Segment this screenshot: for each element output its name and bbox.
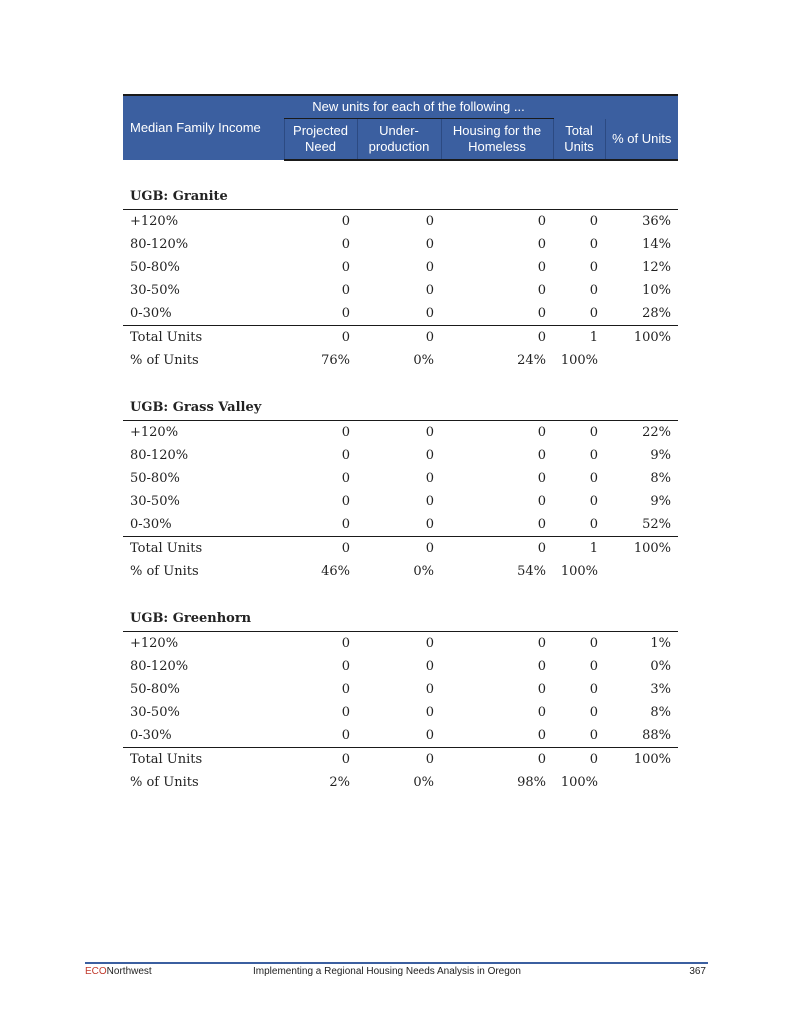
income-row (123, 233, 678, 256)
row-label: +120% (130, 425, 179, 440)
cell-pct: 8% (650, 471, 671, 486)
row-label: 0-30% (123, 513, 284, 537)
cell-projected: 0 (341, 705, 350, 720)
cell-pct: 100% (633, 330, 671, 345)
cell-under: 0 (357, 513, 441, 537)
section-spacer (123, 160, 678, 185)
pct-units-row (123, 560, 678, 583)
cell-pct: 0% (650, 659, 671, 674)
cell-projected: 0 (284, 724, 357, 748)
cell-total: 0 (589, 705, 598, 720)
cell-projected: 0 (341, 752, 350, 767)
row-label: Total Units (130, 752, 203, 767)
spacer-cell (123, 160, 678, 185)
projected-need-header: Projected Need (284, 119, 357, 161)
pct-units-header: % of Units (605, 119, 678, 161)
cell-total: 0 (553, 724, 605, 748)
income-row (123, 279, 678, 302)
cell-homeless: 0 (537, 330, 546, 345)
row-label: % of Units (130, 353, 199, 368)
income-row (123, 724, 678, 748)
cell-total: 100% (560, 353, 598, 368)
cell-projected: 0 (341, 330, 350, 345)
income-row (123, 655, 678, 678)
section-title-row (123, 607, 678, 632)
cell-under: 0 (425, 283, 434, 298)
income-row (123, 678, 678, 701)
row-label: 80-120% (130, 659, 189, 674)
cell-total: 0 (589, 682, 598, 697)
cell-total: 1 (589, 541, 598, 556)
row-label: 50-80% (130, 682, 180, 697)
cell-projected: 0 (341, 682, 350, 697)
cell-homeless: 0 (537, 283, 546, 298)
cell-under: 0 (425, 659, 434, 674)
header-spacer (553, 95, 605, 119)
cell-homeless: 24% (517, 353, 546, 368)
page-number: 367 (689, 966, 706, 977)
cell-homeless: 0 (537, 659, 546, 674)
total-units-row (123, 537, 678, 561)
row-label: +120% (130, 636, 179, 651)
cell-under: 0 (425, 237, 434, 252)
spacer-cell (123, 372, 678, 396)
cell-homeless: 0 (537, 682, 546, 697)
cell-total: 0 (589, 260, 598, 275)
row-label: 80-120% (130, 448, 189, 463)
cell-under: 0 (425, 471, 434, 486)
cell-under: 0 (425, 752, 434, 767)
row-label: 30-50% (130, 705, 180, 720)
cell-under: 0% (413, 564, 434, 579)
section-title-row (123, 185, 678, 210)
row-label: 50-80% (130, 260, 180, 275)
row-label: 30-50% (130, 283, 180, 298)
cell-homeless: 0 (537, 471, 546, 486)
housing-needs-table (123, 94, 678, 794)
cell-pct: 88% (605, 724, 678, 748)
median-family-income-header: Median Family Income (123, 95, 284, 160)
income-row (123, 256, 678, 279)
cell-projected: 46% (321, 564, 350, 579)
new-units-group-header: New units for each of the following ... (284, 95, 553, 119)
cell-under: 0 (425, 636, 434, 651)
cell-under: 0% (413, 775, 434, 790)
econorthwest-logo-text: ECONorthwest (85, 966, 152, 977)
cell-under: 0 (425, 330, 434, 345)
cell-projected: 2% (329, 775, 350, 790)
underproduction-header: Under-production (357, 119, 441, 161)
cell-pct: 12% (642, 260, 671, 275)
section-title: UGB: Greenhorn (123, 607, 678, 632)
cell-homeless: 0 (537, 752, 546, 767)
income-row (123, 421, 678, 445)
cell-total: 0 (589, 659, 598, 674)
table-body (123, 160, 678, 794)
footer-rule (85, 962, 708, 964)
cell-total: 1 (589, 330, 598, 345)
cell-homeless: 98% (517, 775, 546, 790)
row-label: Total Units (130, 541, 203, 556)
cell-pct: 28% (605, 302, 678, 326)
row-label: 80-120% (130, 237, 189, 252)
cell-total: 100% (560, 775, 598, 790)
section-title: UGB: Granite (123, 185, 678, 210)
cell-pct: 100% (633, 541, 671, 556)
total-units-row (123, 326, 678, 350)
income-row (123, 302, 678, 326)
cell-under: 0 (425, 260, 434, 275)
row-label: 50-80% (130, 471, 180, 486)
cell-under: 0% (413, 353, 434, 368)
cell-pct: 1% (650, 636, 671, 651)
cell-under: 0 (357, 302, 441, 326)
pct-units-row (123, 771, 678, 794)
header-spacer (605, 95, 678, 119)
cell-homeless: 0 (537, 494, 546, 509)
section-spacer (123, 372, 678, 396)
spacer-cell (123, 583, 678, 607)
cell-projected: 0 (341, 448, 350, 463)
cell-total: 0 (589, 448, 598, 463)
total-units-header: Total Units (553, 119, 605, 161)
cell-projected: 0 (341, 237, 350, 252)
income-row (123, 632, 678, 656)
cell-total: 0 (589, 237, 598, 252)
cell-homeless: 0 (537, 260, 546, 275)
cell-total: 0 (589, 636, 598, 651)
income-row (123, 701, 678, 724)
cell-projected: 0 (341, 425, 350, 440)
cell-pct: 100% (633, 752, 671, 767)
cell-under: 0 (425, 541, 434, 556)
cell-pct (605, 560, 678, 583)
cell-pct (605, 349, 678, 372)
cell-total: 0 (589, 283, 598, 298)
row-label: % of Units (130, 775, 199, 790)
cell-total: 0 (589, 214, 598, 229)
cell-homeless: 0 (441, 513, 553, 537)
cell-projected: 0 (341, 494, 350, 509)
row-label: 30-50% (130, 494, 180, 509)
cell-total: 0 (553, 513, 605, 537)
cell-homeless: 0 (537, 448, 546, 463)
cell-projected: 0 (341, 636, 350, 651)
cell-homeless: 0 (537, 541, 546, 556)
income-row (123, 444, 678, 467)
cell-pct: 9% (650, 448, 671, 463)
row-label: 0-30% (123, 302, 284, 326)
cell-homeless: 0 (537, 237, 546, 252)
cell-total: 0 (589, 752, 598, 767)
cell-homeless: 0 (441, 302, 553, 326)
page-footer (85, 966, 708, 980)
cell-projected: 0 (341, 471, 350, 486)
cell-under: 0 (425, 214, 434, 229)
cell-total: 0 (553, 302, 605, 326)
document-title: Implementing a Regional Housing Needs Analysis in Oregon (253, 966, 521, 977)
income-row (123, 490, 678, 513)
section-title-row (123, 396, 678, 421)
cell-under: 0 (425, 682, 434, 697)
cell-homeless: 54% (517, 564, 546, 579)
cell-projected: 0 (341, 214, 350, 229)
cell-under: 0 (425, 425, 434, 440)
cell-under: 0 (425, 448, 434, 463)
cell-pct: 22% (642, 425, 671, 440)
row-label: % of Units (130, 564, 199, 579)
cell-projected: 0 (341, 283, 350, 298)
cell-total: 0 (589, 425, 598, 440)
cell-under: 0 (357, 724, 441, 748)
total-units-row (123, 748, 678, 772)
cell-pct: 8% (650, 705, 671, 720)
income-row (123, 210, 678, 234)
cell-projected: 0 (341, 260, 350, 275)
cell-pct: 14% (642, 237, 671, 252)
cell-under: 0 (425, 705, 434, 720)
section-spacer (123, 583, 678, 607)
row-label: Total Units (130, 330, 203, 345)
income-row (123, 513, 678, 537)
cell-total: 0 (589, 494, 598, 509)
cell-homeless: 0 (537, 636, 546, 651)
cell-total: 0 (589, 471, 598, 486)
cell-pct: 3% (650, 682, 671, 697)
cell-projected: 0 (341, 659, 350, 674)
cell-projected: 0 (341, 541, 350, 556)
cell-under: 0 (425, 494, 434, 509)
cell-homeless: 0 (537, 425, 546, 440)
cell-pct: 10% (642, 283, 671, 298)
section-title: UGB: Grass Valley (123, 396, 678, 421)
cell-homeless: 0 (537, 214, 546, 229)
cell-projected: 0 (284, 302, 357, 326)
cell-pct (605, 771, 678, 794)
income-row (123, 467, 678, 490)
row-label: 0-30% (123, 724, 284, 748)
cell-projected: 0 (284, 513, 357, 537)
cell-homeless: 0 (441, 724, 553, 748)
pct-units-row (123, 349, 678, 372)
cell-homeless: 0 (537, 705, 546, 720)
cell-pct: 52% (605, 513, 678, 537)
cell-pct: 9% (650, 494, 671, 509)
housing-homeless-header: Housing for the Homeless (441, 119, 553, 161)
table-header (123, 95, 678, 160)
cell-total: 100% (560, 564, 598, 579)
row-label: +120% (130, 214, 179, 229)
cell-projected: 76% (321, 353, 350, 368)
cell-pct: 36% (642, 214, 671, 229)
